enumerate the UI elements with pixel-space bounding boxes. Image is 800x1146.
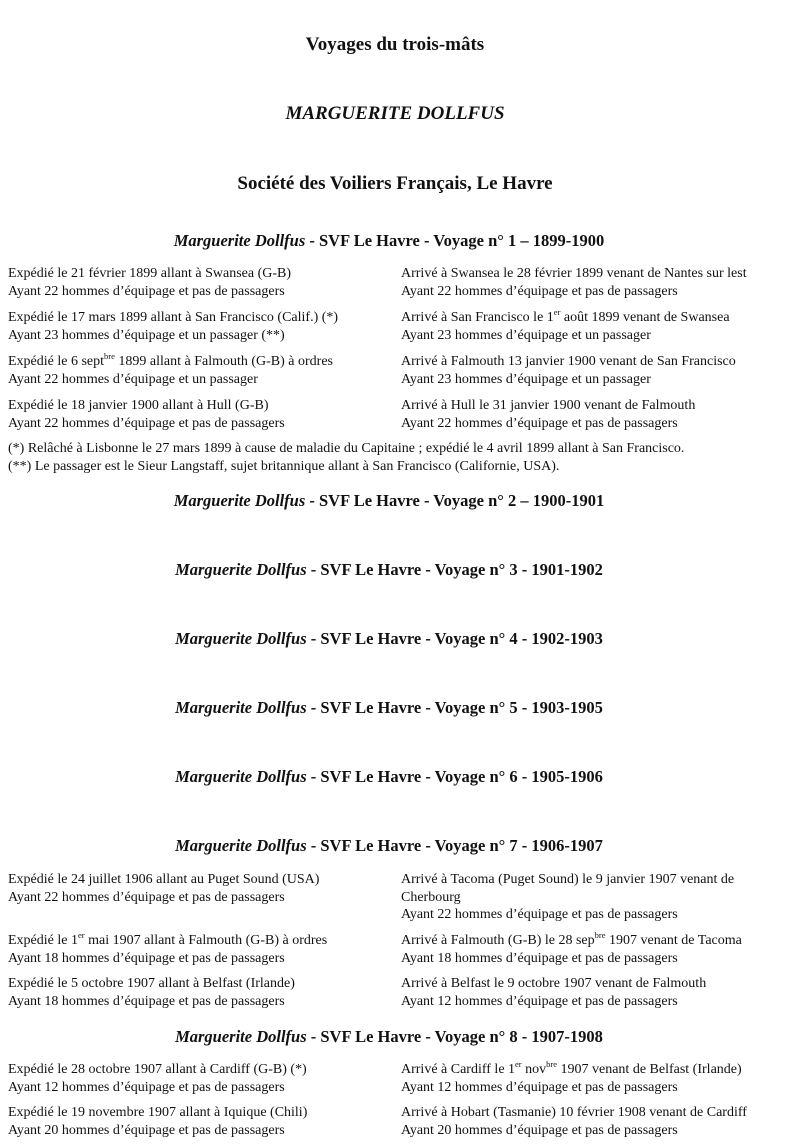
departure-line — [8, 353, 333, 371]
voyage-ship-name: Marguerite Dollfus — [173, 231, 306, 250]
voyage-heading-rest: - SVF Le Havre - Voyage n° 3 - 1901-1902 — [306, 560, 603, 579]
superscript: er — [553, 307, 561, 317]
voyage-ship-name: Marguerite Dollfus — [175, 767, 307, 786]
arrival-line — [401, 309, 730, 327]
arrival-entry — [401, 265, 747, 300]
voyage-heading — [0, 698, 778, 718]
crew-line: Ayant 18 hommes d’équipage et pas de passagers — [401, 950, 678, 966]
voyage-heading-rest: - SVF Le Havre - Voyage n° 5 - 1903-1905 — [306, 698, 603, 717]
text-part: Arrivé à Cardiff le 1 — [401, 1062, 516, 1077]
crew-line: Ayant 22 hommes d’équipage et pas de passagers — [401, 907, 678, 922]
crew-line: Ayant 22 hommes d’équipage et pas de passagers — [8, 889, 285, 905]
crew-line: Ayant 22 hommes d’équipage et pas de passagers — [401, 283, 678, 299]
voyage-heading-rest: - SVF Le Havre - Voyage n° 7 - 1906-1907 — [306, 836, 603, 855]
arrival-entry — [401, 975, 706, 1010]
crew-line: Ayant 23 hommes d’équipage et un passager — [401, 327, 651, 343]
arrival-entry — [401, 932, 742, 967]
crew-line: Ayant 12 hommes d’équipage et pas de passagers — [401, 993, 678, 1009]
arrival-line — [401, 932, 742, 950]
departure-entry — [8, 975, 295, 1010]
superscript: bre — [546, 1059, 557, 1069]
arrival-entry — [401, 309, 730, 344]
superscript: bre — [594, 930, 606, 940]
crew-line: Ayant 12 hommes d’équipage et pas de passagers — [401, 1079, 678, 1095]
voyage-ship-name: Marguerite Dollfus — [175, 1027, 307, 1046]
voyage-heading — [0, 491, 778, 511]
departure-entry — [8, 265, 291, 300]
arrival-line: Arrivé à Belfast le 9 octobre 1907 venant de Falmouth — [401, 976, 707, 991]
arrival-entry — [401, 353, 736, 388]
departure-entry — [8, 309, 338, 344]
voyage-heading — [0, 231, 778, 251]
arrival-line: Arrivé à Swansea le 28 février 1899 venant de Nantes sur lest — [401, 266, 747, 281]
text-part: 1907 venant de Belfast (Irlande) — [557, 1062, 742, 1077]
arrival-entry — [401, 1061, 742, 1096]
arrival-entry — [401, 1104, 747, 1139]
voyage-ship-name: Marguerite Dollfus — [175, 698, 307, 717]
text-part: mai 1907 allant à Falmouth (G-B) à ordres — [84, 933, 328, 948]
arrival-line: Arrivé à Hobart (Tasmanie) 10 février 1908 venant de Cardiff — [401, 1105, 747, 1120]
voyage-ship-name: Marguerite Dollfus — [175, 560, 307, 579]
crew-line: Ayant 12 hommes d’équipage et pas de passagers — [8, 1079, 285, 1095]
departure-line: Expédié le 28 octobre 1907 allant à Cardiff (G-B) (*) — [8, 1062, 307, 1077]
text-part: août 1899 venant de Swansea — [560, 310, 730, 325]
crew-line: Ayant 23 hommes d’équipage et un passager — [401, 371, 651, 387]
voyage-heading-rest: - SVF Le Havre - Voyage n° 6 - 1905-1906 — [306, 767, 603, 786]
crew-line: Ayant 22 hommes d’équipage et pas de passagers — [8, 415, 285, 431]
departure-entry — [8, 932, 327, 967]
departure-line: Expédié le 17 mars 1899 allant à San Francisco (Calif.) (*) — [8, 310, 339, 325]
voyage-heading-rest: - SVF Le Havre - Voyage n° 8 - 1907-1908 — [306, 1027, 603, 1046]
departure-entry — [8, 871, 319, 906]
crew-line: Ayant 23 hommes d’équipage et un passager (**) — [8, 327, 285, 343]
superscript: bre — [104, 351, 115, 361]
crew-line: Ayant 18 hommes d’équipage et pas de passagers — [8, 950, 285, 966]
departure-line: Expédié le 19 novembre 1907 allant à Iquique (Chili) — [8, 1105, 308, 1120]
voyage-ship-name: Marguerite Dollfus — [173, 491, 306, 510]
voyage-heading-rest: - SVF Le Havre - Voyage n° 1 – 1899-1900 — [305, 231, 605, 250]
arrival-entry — [401, 871, 734, 924]
voyage-ship-name: Marguerite Dollfus — [175, 629, 307, 648]
voyage-heading-rest: - SVF Le Havre - Voyage n° 2 – 1900-1901 — [305, 491, 605, 510]
text-part: Expédié le 6 sept — [8, 354, 105, 369]
departure-entry — [8, 397, 285, 432]
crew-line: Ayant 22 hommes d’équipage et pas de passagers — [8, 283, 285, 299]
footnote: (**) Le passager est le Sieur Langstaff, sujet britannique allant à San Francisco (Californie, USA). — [8, 459, 560, 474]
arrival-line: Arrivé à Falmouth 13 janvier 1900 venant de San Francisco — [401, 354, 736, 369]
document-title: Voyages du trois-mâts — [305, 34, 485, 55]
text-part: Arrivé à San Francisco le 1 — [401, 310, 554, 325]
text-part: Expédié le 1 — [8, 933, 78, 948]
crew-line: Ayant 18 hommes d’équipage et pas de passagers — [8, 993, 285, 1009]
text-part: nov — [521, 1062, 547, 1077]
voyage-heading-rest: - SVF Le Havre - Voyage n° 4 - 1902-1903 — [306, 629, 603, 648]
superscript: er — [515, 1059, 522, 1069]
company-name: Société des Voiliers Français, Le Havre — [237, 173, 553, 194]
voyage-heading — [0, 629, 778, 649]
departure-entry — [8, 1104, 307, 1139]
departure-line: Expédié le 18 janvier 1900 allant à Hull (G-B) — [8, 398, 269, 413]
arrival-line — [401, 1061, 742, 1079]
crew-line: Ayant 22 hommes d’équipage et un passager — [8, 371, 258, 387]
crew-line: Ayant 20 hommes d’équipage et pas de passagers — [8, 1122, 285, 1138]
text-part: 1907 venant de Tacoma — [605, 933, 742, 948]
departure-line: Expédié le 5 octobre 1907 allant à Belfast (Irlande) — [8, 976, 295, 991]
voyage-heading — [0, 1027, 778, 1047]
voyage-heading — [0, 767, 778, 787]
arrival-line-continued: Cherbourg — [401, 889, 461, 905]
arrival-entry — [401, 397, 695, 432]
departure-entry — [8, 353, 333, 388]
ship-name: MARGUERITE DOLLFUS — [285, 103, 505, 124]
arrival-line: Arrivé à Hull le 31 janvier 1900 venant de Falmouth — [401, 398, 696, 413]
departure-line: Expédié le 21 février 1899 allant à Swansea (G-B) — [8, 266, 292, 281]
departure-line — [8, 932, 327, 950]
text-part: 1899 allant à Falmouth (G-B) à ordres — [114, 354, 334, 369]
departure-line: Expédié le 24 juillet 1906 allant au Puget Sound (USA) — [8, 872, 320, 887]
voyage-heading — [0, 836, 778, 856]
voyage-heading — [0, 560, 778, 580]
footnote: (*) Relâché à Lisbonne le 27 mars 1899 à cause de maladie du Capitaine ; expédié le 4 avril 1899 allant à San Francisco. — [8, 441, 685, 456]
crew-line: Ayant 22 hommes d’équipage et pas de passagers — [401, 415, 678, 431]
text-part: Arrivé à Falmouth (G-B) le 28 sep — [401, 933, 595, 948]
superscript: er — [77, 930, 85, 940]
arrival-line: Arrivé à Tacoma (Puget Sound) le 9 janvier 1907 venant de — [401, 872, 735, 887]
crew-line: Ayant 20 hommes d’équipage et pas de passagers — [401, 1122, 678, 1138]
departure-entry — [8, 1061, 307, 1096]
voyage-ship-name: Marguerite Dollfus — [175, 836, 307, 855]
